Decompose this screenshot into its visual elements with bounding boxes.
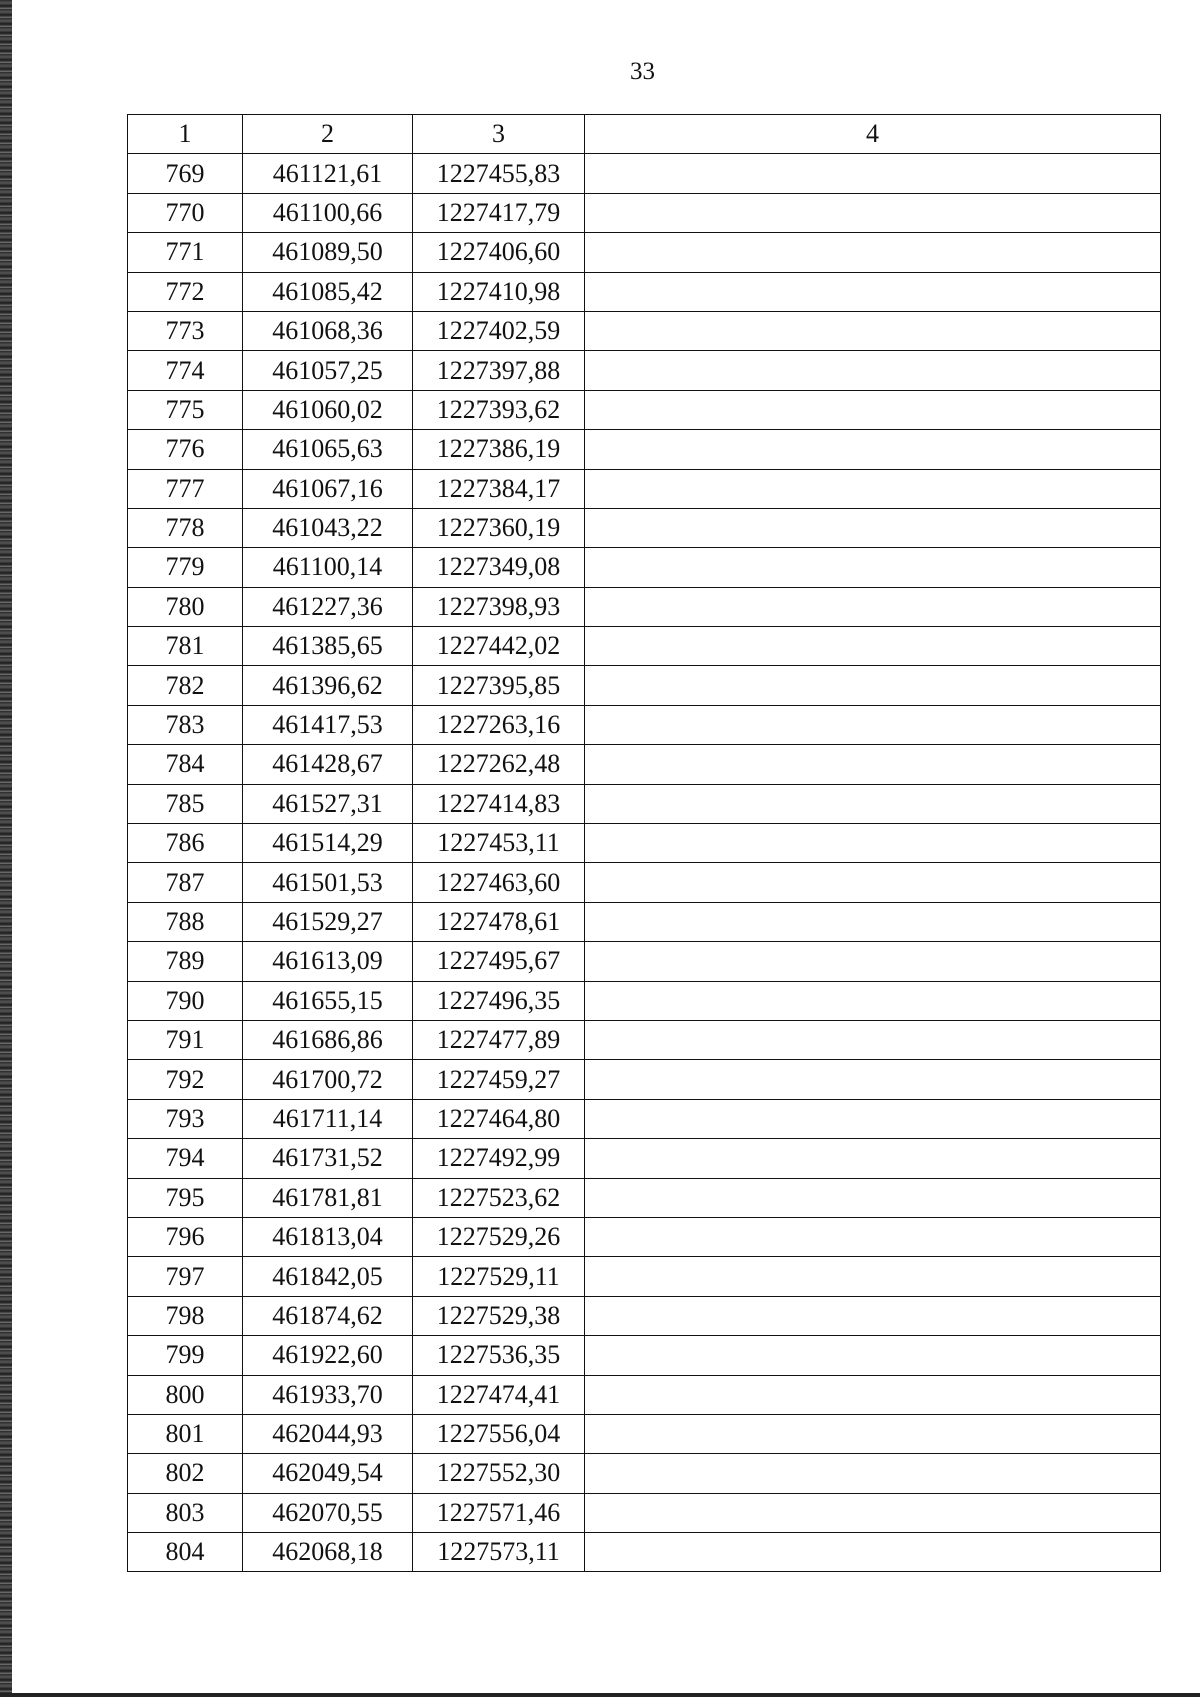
description-cell (585, 430, 1161, 469)
x-coordinate-cell: 461922,60 (243, 1336, 413, 1375)
table-row (128, 1060, 1161, 1099)
description-cell (585, 508, 1161, 547)
description-cell (585, 311, 1161, 350)
table-row (128, 981, 1161, 1020)
description-cell (585, 863, 1161, 902)
description-cell (585, 390, 1161, 429)
description-cell (585, 154, 1161, 193)
description-cell (585, 1414, 1161, 1453)
table-row (128, 705, 1161, 744)
x-coordinate-cell: 461060,02 (243, 390, 413, 429)
x-coordinate-cell: 461100,66 (243, 193, 413, 232)
y-coordinate-cell: 1227414,83 (413, 784, 585, 823)
y-coordinate-cell: 1227556,04 (413, 1414, 585, 1453)
table-row (128, 1454, 1161, 1493)
y-coordinate-cell: 1227459,27 (413, 1060, 585, 1099)
point-number-cell: 781 (128, 627, 243, 666)
x-coordinate-cell: 461529,27 (243, 902, 413, 941)
x-coordinate-cell: 461711,14 (243, 1099, 413, 1138)
description-cell (585, 1257, 1161, 1296)
description-cell (585, 1178, 1161, 1217)
description-cell (585, 902, 1161, 941)
point-number-cell: 777 (128, 469, 243, 508)
x-coordinate-cell: 461385,65 (243, 627, 413, 666)
y-coordinate-cell: 1227492,99 (413, 1139, 585, 1178)
x-coordinate-cell: 461655,15 (243, 981, 413, 1020)
point-number-cell: 784 (128, 745, 243, 784)
description-cell (585, 1454, 1161, 1493)
point-number-cell: 772 (128, 272, 243, 311)
y-coordinate-cell: 1227410,98 (413, 272, 585, 311)
table-row (128, 784, 1161, 823)
table-row (128, 824, 1161, 863)
table-row (128, 154, 1161, 193)
table-row (128, 587, 1161, 626)
y-coordinate-cell: 1227573,11 (413, 1533, 585, 1572)
point-number-cell: 802 (128, 1454, 243, 1493)
x-coordinate-cell: 461065,63 (243, 430, 413, 469)
y-coordinate-cell: 1227402,59 (413, 311, 585, 350)
point-number-cell: 770 (128, 193, 243, 232)
y-coordinate-cell: 1227477,89 (413, 1020, 585, 1059)
x-coordinate-cell: 462070,55 (243, 1493, 413, 1532)
table-row (128, 430, 1161, 469)
point-number-cell: 799 (128, 1336, 243, 1375)
table-row (128, 1257, 1161, 1296)
point-number-cell: 800 (128, 1375, 243, 1414)
description-cell (585, 1375, 1161, 1414)
table-row (128, 1217, 1161, 1256)
point-number-cell: 804 (128, 1533, 243, 1572)
point-number-cell: 771 (128, 233, 243, 272)
table-row (128, 863, 1161, 902)
y-coordinate-cell: 1227397,88 (413, 351, 585, 390)
x-coordinate-cell: 461227,36 (243, 587, 413, 626)
point-number-cell: 801 (128, 1414, 243, 1453)
x-coordinate-cell: 461700,72 (243, 1060, 413, 1099)
y-coordinate-cell: 1227398,93 (413, 587, 585, 626)
point-number-cell: 797 (128, 1257, 243, 1296)
description-cell (585, 1296, 1161, 1335)
description-cell (585, 1493, 1161, 1532)
point-number-cell: 775 (128, 390, 243, 429)
point-number-cell: 774 (128, 351, 243, 390)
table-row (128, 193, 1161, 232)
point-number-cell: 769 (128, 154, 243, 193)
x-coordinate-cell: 461686,86 (243, 1020, 413, 1059)
scan-bottom-edge (0, 1693, 1200, 1697)
y-coordinate-cell: 1227523,62 (413, 1178, 585, 1217)
description-cell (585, 1336, 1161, 1375)
description-cell (585, 981, 1161, 1020)
point-number-cell: 793 (128, 1099, 243, 1138)
x-coordinate-cell: 461813,04 (243, 1217, 413, 1256)
coordinates-table (127, 114, 1161, 1572)
y-coordinate-cell: 1227495,67 (413, 942, 585, 981)
point-number-cell: 779 (128, 548, 243, 587)
y-coordinate-cell: 1227417,79 (413, 193, 585, 232)
x-coordinate-cell: 461933,70 (243, 1375, 413, 1414)
description-cell (585, 824, 1161, 863)
table-row (128, 666, 1161, 705)
x-coordinate-cell: 461396,62 (243, 666, 413, 705)
point-number-cell: 782 (128, 666, 243, 705)
column-header-3: 3 (413, 115, 585, 154)
point-number-cell: 796 (128, 1217, 243, 1256)
table-row (128, 627, 1161, 666)
description-cell (585, 587, 1161, 626)
y-coordinate-cell: 1227463,60 (413, 863, 585, 902)
point-number-cell: 791 (128, 1020, 243, 1059)
point-number-cell: 778 (128, 508, 243, 547)
y-coordinate-cell: 1227386,19 (413, 430, 585, 469)
table-row (128, 1099, 1161, 1138)
table-row (128, 1375, 1161, 1414)
y-coordinate-cell: 1227455,83 (413, 154, 585, 193)
y-coordinate-cell: 1227263,16 (413, 705, 585, 744)
description-cell (585, 469, 1161, 508)
description-cell (585, 1217, 1161, 1256)
table-row (128, 548, 1161, 587)
point-number-cell: 776 (128, 430, 243, 469)
description-cell (585, 548, 1161, 587)
table-row (128, 469, 1161, 508)
table-row (128, 902, 1161, 941)
description-cell (585, 272, 1161, 311)
x-coordinate-cell: 462068,18 (243, 1533, 413, 1572)
x-coordinate-cell: 461089,50 (243, 233, 413, 272)
table-row (128, 1296, 1161, 1335)
table-row (128, 1020, 1161, 1059)
y-coordinate-cell: 1227496,35 (413, 981, 585, 1020)
description-cell (585, 233, 1161, 272)
table-row (128, 272, 1161, 311)
x-coordinate-cell: 461874,62 (243, 1296, 413, 1335)
y-coordinate-cell: 1227474,41 (413, 1375, 585, 1414)
description-cell (585, 1533, 1161, 1572)
x-coordinate-cell: 461417,53 (243, 705, 413, 744)
column-header-2: 2 (243, 115, 413, 154)
table-row (128, 1493, 1161, 1532)
x-coordinate-cell: 462049,54 (243, 1454, 413, 1493)
column-header-4: 4 (585, 115, 1161, 154)
y-coordinate-cell: 1227529,26 (413, 1217, 585, 1256)
description-cell (585, 1020, 1161, 1059)
x-coordinate-cell: 461731,52 (243, 1139, 413, 1178)
x-coordinate-cell: 461842,05 (243, 1257, 413, 1296)
point-number-cell: 786 (128, 824, 243, 863)
x-coordinate-cell: 461781,81 (243, 1178, 413, 1217)
description-cell (585, 193, 1161, 232)
description-cell (585, 1139, 1161, 1178)
table-row (128, 233, 1161, 272)
table-row (128, 1414, 1161, 1453)
y-coordinate-cell: 1227552,30 (413, 1454, 585, 1493)
table-row (128, 311, 1161, 350)
y-coordinate-cell: 1227536,35 (413, 1336, 585, 1375)
description-cell (585, 666, 1161, 705)
y-coordinate-cell: 1227349,08 (413, 548, 585, 587)
y-coordinate-cell: 1227406,60 (413, 233, 585, 272)
y-coordinate-cell: 1227393,62 (413, 390, 585, 429)
x-coordinate-cell: 461527,31 (243, 784, 413, 823)
table-row (128, 508, 1161, 547)
description-cell (585, 942, 1161, 981)
description-cell (585, 1060, 1161, 1099)
y-coordinate-cell: 1227453,11 (413, 824, 585, 863)
point-number-cell: 773 (128, 311, 243, 350)
x-coordinate-cell: 461428,67 (243, 745, 413, 784)
table-body (128, 154, 1161, 1572)
x-coordinate-cell: 462044,93 (243, 1414, 413, 1453)
y-coordinate-cell: 1227360,19 (413, 508, 585, 547)
y-coordinate-cell: 1227442,02 (413, 627, 585, 666)
table-row (128, 1178, 1161, 1217)
point-number-cell: 794 (128, 1139, 243, 1178)
y-coordinate-cell: 1227384,17 (413, 469, 585, 508)
point-number-cell: 788 (128, 902, 243, 941)
x-coordinate-cell: 461501,53 (243, 863, 413, 902)
x-coordinate-cell: 461613,09 (243, 942, 413, 981)
point-number-cell: 787 (128, 863, 243, 902)
y-coordinate-cell: 1227395,85 (413, 666, 585, 705)
point-number-cell: 780 (128, 587, 243, 626)
table-row (128, 390, 1161, 429)
point-number-cell: 803 (128, 1493, 243, 1532)
x-coordinate-cell: 461085,42 (243, 272, 413, 311)
x-coordinate-cell: 461121,61 (243, 154, 413, 193)
description-cell (585, 627, 1161, 666)
y-coordinate-cell: 1227478,61 (413, 902, 585, 941)
point-number-cell: 798 (128, 1296, 243, 1335)
description-cell (585, 351, 1161, 390)
description-cell (585, 1099, 1161, 1138)
column-header-1: 1 (128, 115, 243, 154)
table-row (128, 1139, 1161, 1178)
table-row (128, 1336, 1161, 1375)
x-coordinate-cell: 461100,14 (243, 548, 413, 587)
x-coordinate-cell: 461067,16 (243, 469, 413, 508)
point-number-cell: 783 (128, 705, 243, 744)
table-row (128, 351, 1161, 390)
point-number-cell: 795 (128, 1178, 243, 1217)
x-coordinate-cell: 461057,25 (243, 351, 413, 390)
scan-edge (0, 0, 12, 1697)
point-number-cell: 785 (128, 784, 243, 823)
description-cell (585, 784, 1161, 823)
x-coordinate-cell: 461514,29 (243, 824, 413, 863)
y-coordinate-cell: 1227529,11 (413, 1257, 585, 1296)
y-coordinate-cell: 1227464,80 (413, 1099, 585, 1138)
table-header-row (128, 115, 1161, 154)
x-coordinate-cell: 461068,36 (243, 311, 413, 350)
point-number-cell: 792 (128, 1060, 243, 1099)
table-row (128, 1533, 1161, 1572)
table-row (128, 745, 1161, 784)
point-number-cell: 790 (128, 981, 243, 1020)
point-number-cell: 789 (128, 942, 243, 981)
x-coordinate-cell: 461043,22 (243, 508, 413, 547)
y-coordinate-cell: 1227262,48 (413, 745, 585, 784)
page-number: 33 (630, 58, 655, 85)
description-cell (585, 745, 1161, 784)
y-coordinate-cell: 1227571,46 (413, 1493, 585, 1532)
y-coordinate-cell: 1227529,38 (413, 1296, 585, 1335)
description-cell (585, 705, 1161, 744)
table-row (128, 942, 1161, 981)
